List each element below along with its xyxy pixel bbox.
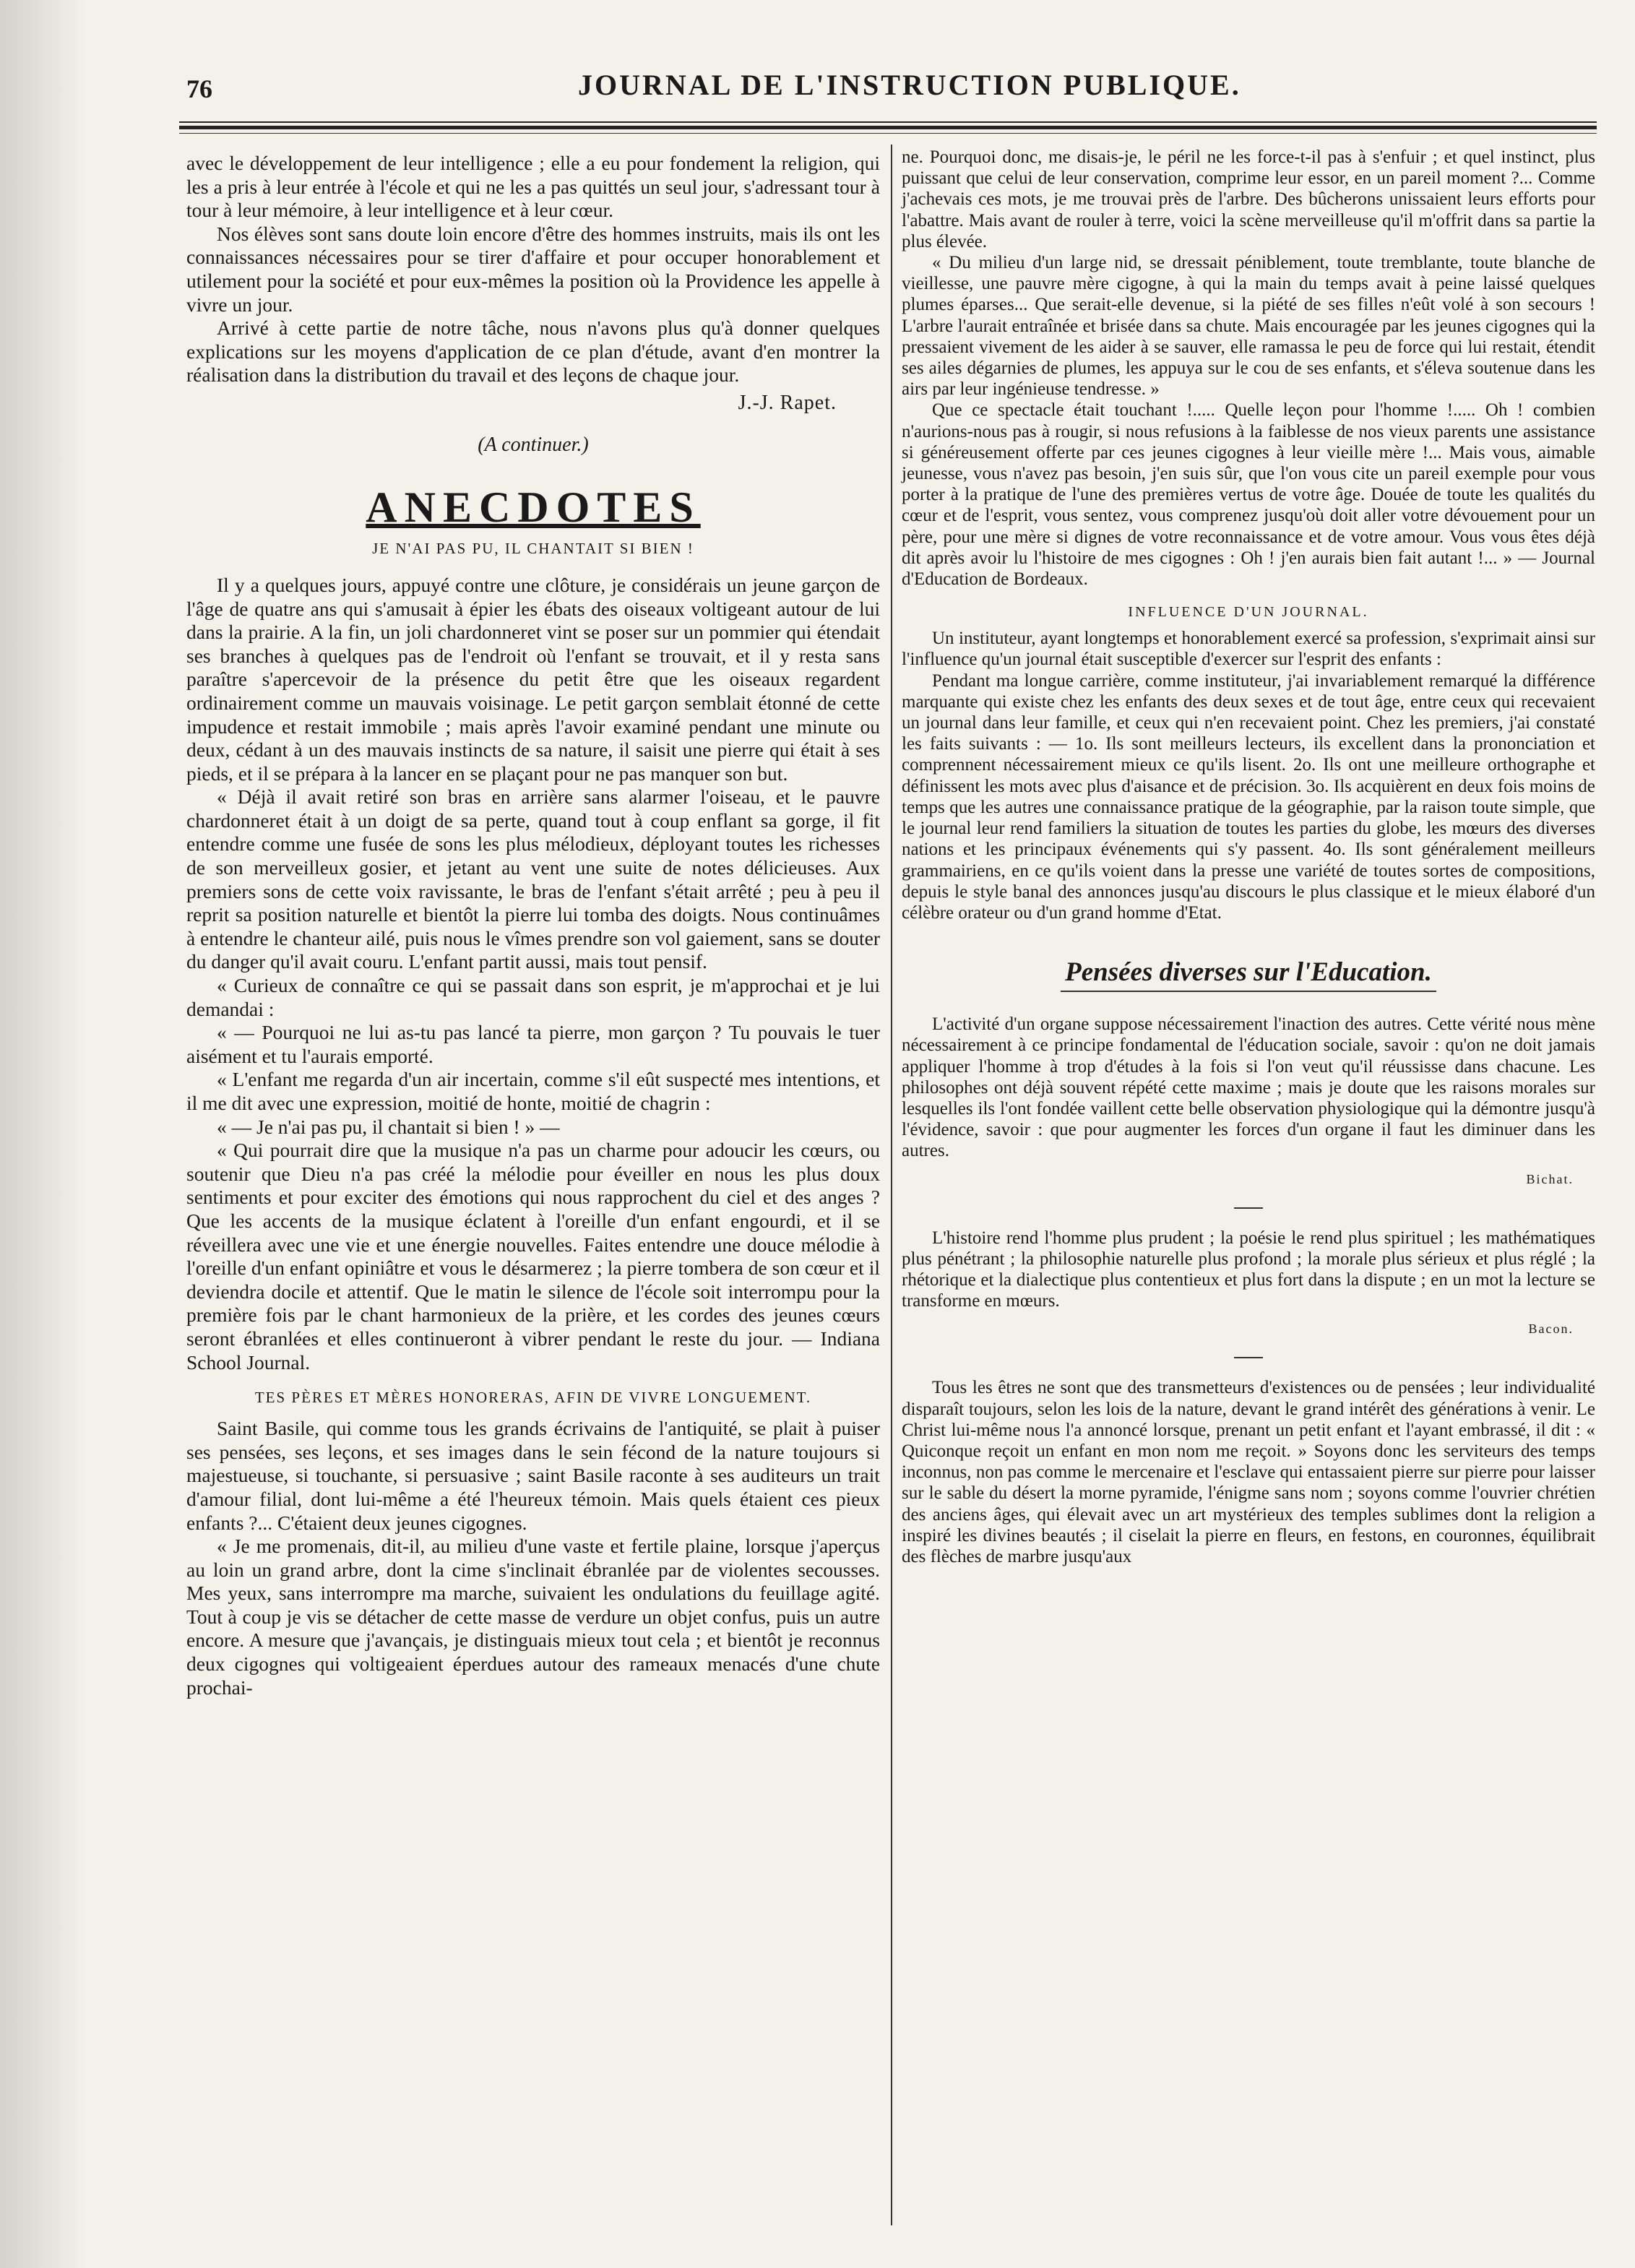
continuation-note: (A continuer.) (478, 433, 589, 456)
paragraph: Pendant ma longue carrière, comme instituteur, j'ai invariablement remarqué la différence marquante qui existe chez les enfants des deux sexes et de tout âge, entre ceux qui recevaient un journal dans leur famille, et ceux qui n'en recevaient point. Chez les premiers, j'ai constaté les faits suivants : — 1o. Ils sont meilleurs lecteurs, ils excellent dans la prononciation et comprennent nécessairement mieux ce qu'ils lisent. 2o. Ils ont une meilleure orthographe et définissent les mots avec plus d'aisance et de précision. 3o. Ils acquièrent en deux fois moins de temps que les autres une connaissance pratique de la géographie, par la raison toute simple, que le journal leur rend familiers la situation de toutes les parties du globe, les mœurs des diverses nations et les principaux événements qui s'y passent. 4o. Ils sont généralement meilleurs grammairiens, en ce qu'ils voient dans la presse une variété de toutes sortes de compositions, depuis le style banal des annonces jusqu'au discours le plus classique et le mieux élaboré d'un célèbre orateur ou d'un grand homme d'Etat. (902, 671, 1595, 923)
separator-dash (1234, 1357, 1263, 1358)
paragraph: Tous les êtres ne sont que des transmetteurs d'existences ou de pensées ; leur individualité disparaît toujours, selon les lois de la nature, devant le grand intérêt des générations à venir. Le Christ lui-même nous l'a annoncé lorsque, prenant un petit enfant et l'ayant embrassé, il dit : « Quiconque reçoit un enfant en mon nom me reçoit. » Soyons donc les serviteurs des temps inconnus, non pas comme le mercenaire et l'esclave qui entassaient pierre sur pierre pour laisser sur le sable du désert la morne pyramide, l'énigme sans nom ; soyons comme l'ouvrier chrétien des anciens âges, qui élevait avec un art mystérieux des temples sublimes dont la religion a inspiré les divines beautés ; il ciselait la pierre en fleurs, en festons, en couronnes, équilibrait des flèches de marbre jusqu'aux (902, 1378, 1595, 1566)
paragraph: L'histoire rend l'homme plus prudent ; la poésie le rend plus spirituel ; les mathématiques plus pénétrant ; la philosophie naturelle plus profond ; la morale plus sérieux et plus réglé ; la rhétorique et la dialectique plus contentieux et plus fort dans la dispute ; en un mot la lecture se transforme en mœurs. (902, 1228, 1595, 1311)
paragraph: Que ce spectacle était touchant !..... Quelle leçon pour l'homme !..... Oh ! combien n'aurions-nous pas à rougir, si nous refusions à la faiblesse de nos vieux parents une assistance si généreusement offerte par ces jeunes cigognes à leur vieille mère !... Mais vous, aimable jeunesse, vous n'avez pas besoin, j'en suis sûr, que l'on vous cite un pareil exemple pour vous porter à la pratique de l'une des premières vertus de votre âge. Douée de toute les qualités du cœur et de l'esprit, vous sentez, vous comprenez jusqu'où doit aller votre dévouement pour un père, pour une mère si dignes de votre reconnaissance et de votre amour. Vous vous êtes déjà dit après avoir lu l'histoire de mes cigognes : Oh ! j'en aurais bien fait autant !... » — Journal d'Education de Bordeaux. (902, 400, 1595, 590)
paragraph: « — Je n'ai pas pu, il chantait si bien ! » — (217, 1115, 560, 1138)
section-heading-anecdotes: ANECDOTES (366, 483, 701, 531)
header-rule-bottom (179, 133, 1597, 134)
paragraph: avec le développement de leur intelligence ; elle a eu pour fondement la religion, qui les a pris à leur entrée à l'école et qui ne les a pas quittés un seul jour, s'adressant tour à tour à leur mémoire, à leur intelligence et à leur cœur. (186, 152, 880, 222)
section-heading-pensees: Pensées diverses sur l'Education. (1061, 957, 1436, 992)
separator-dash (1234, 1207, 1263, 1209)
author-signature: J.-J. Rapet. (738, 391, 837, 414)
page-number: 76 (186, 74, 212, 103)
paragraph: « Curieux de connaître ce qui se passait dans son esprit, je m'approchai et je lui demandai : (186, 974, 880, 1020)
paragraph: « Du milieu d'un large nid, se dressait péniblement, toute tremblante, toute blanche de vieillesse, une pauvre mère cigogne, à qui la main du temps avait à peine laissé quelques plumes éparses... Que serait-elle devenue, si la piété de ses filles n'eût volé à son secours ! L'arbre l'aurait entraînée et brisée dans sa chute. Mais encouragée par les jeunes cigognes qui la pressaient vivement de les aider à se sauver, elle ramassa le peu de force qui lui restait, étendit ses ailes dégarnies de plumes, les appuya sur le cou de ses enfants, et s'éleva soutenue dans les airs par leur ingénieuse tendresse. » (902, 253, 1595, 400)
paragraph: « — Pourquoi ne lui as-tu pas lancé ta pierre, mon garçon ? Tu pouvais le tuer aisément et tu l'aurais emporté. (186, 1021, 880, 1067)
left-column (186, 152, 880, 1699)
paragraph: Nos élèves sont sans doute loin encore d'être des hommes instruits, mais ils ont les connaissances nécessaires pour se tirer d'affaire et pour occuper honorablement et utilement pour la société et pour eux-mêmes la position où la Providence les appelle à vivre un jour. (186, 222, 880, 316)
paragraph: Il y a quelques jours, appuyé contre une clôture, je considérais un jeune garçon de l'âge de quatre ans qui s'amusait à épier les ébats des oiseaux voltigeant autour de lui dans la prairie. A la fin, un joli chardonneret vint se poser sur un pommier qui étendait ses branches à quelques pas de l'endroit où l'enfant se trouvait, et il y resta sans paraître s'apercevoir de la présence du petit être que les oiseaux regardent ordinairement comme un mauvais voisinage. Le petit garçon semblait étonné de cette impudence et restait immobile ; mais après l'avoir examiné pendant une minute ou deux, cédant à un des mauvais instincts de sa nature, il saisit une pierre qui était à ses pieds, et il se prépara à la lancer en se plaçant pour ne pas manquer son but. (186, 573, 880, 785)
paragraph: « Je me promenais, dit-il, au milieu d'une vaste et fertile plaine, lorsque j'aperçus au loin un grand arbre, dont la cime s'inclinait ébranlée par de violentes secousses. Mes yeux, sans interrompre ma marche, suivaient les ondulations du feuillage agité. Tout à coup je vis se détacher de cette masse de verdure un objet confus, puis un autre encore. A mesure que j'avançais, je distinguais mieux tout cela ; et bientôt je reconnus deux cigognes qui voltigeaient éperdues autour des rameaux menacés d'une chute prochai- (186, 1535, 880, 1699)
article-title: INFLUENCE D'UN JOURNAL. (1128, 604, 1369, 621)
quote-attribution: Bacon. (1528, 1321, 1574, 1337)
paragraph: Un instituteur, ayant longtemps et honorablement exercé sa profession, s'exprimait ainsi sur l'influence qu'un journal était susceptible d'exercer sur l'esprit des enfants : (902, 629, 1595, 670)
paragraph: « Déjà il avait retiré son bras en arrière sans alarmer l'oiseau, et le pauvre chardonneret était à un doigt de sa perte, quand tout à coup enflant sa gorge, il fit entendre comme une fusée de sons les plus mélodieux, déployant toutes les richesses de son merveilleux gosier, et jetant au vent une suite de notes délicieuses. Aux premiers sons de cette voix ravissante, le bras de l'enfant s'était arrêté ; peu à peu il reprit sa position naturelle et bientôt la pierre lui tomba des doigts. Nous continuâmes à entendre le chanteur ailé, puis nous le vîmes prendre son vol gaiement, sans se douter du danger qu'il avait couru. L'enfant partit aussi, mais tout pensif. (186, 785, 880, 973)
journal-title: JOURNAL DE L'INSTRUCTION PUBLIQUE. (578, 69, 1241, 101)
scan-edge-shading (0, 0, 87, 2268)
quote-attribution: Bichat. (1526, 1171, 1574, 1186)
paragraph: « Qui pourrait dire que la musique n'a pas un charme pour adoucir les cœurs, ou soutenir que Dieu n'a pas créé la mélodie pour éveiller en nous les plus doux sentiments et pour exciter des émotions qui nous rapprochent du ciel et des anges ? Que les accents de la musique éclatent à l'oreille d'un enfant engourdi, et il se réveillera avec une vie et une énergie nouvelles. Faites entendre une douce mélodie à l'oreille d'un enfant opiniâtre et vous le désarmerez ; la pierre tombera de son cœur et il deviendra docile et attentif. Que le matin le silence de l'école soit interrompu pour la première fois par le chant harmonieux de la prière, et les cordes des jeunes cœurs seront ébranlées et elles continueront à vibrer pendant le reste du jour. — Indiana School Journal. (186, 1139, 880, 1374)
anecdote-title: TES PÈRES ET MÈRES HONORERAS, AFIN DE VIVRE LONGUEMENT. (254, 1389, 812, 1407)
paragraph: « L'enfant me regarda d'un air incertain, comme s'il eût suspecté mes intentions, et il me dit avec une expression, moitié de honte, moitié de chagrin : (186, 1068, 880, 1114)
paragraph: ne. Pourquoi donc, me disais-je, le péril ne les force-t-il pas à s'enfuir ; et quel instinct, plus puissant que celui de leur conservation, comprime leur essor, en un pareil moment ?... Comme j'achevais ces mots, je me trouvai près de l'arbre. Des bûcherons unissaient leurs efforts pour l'abattre. Mais avant de rouler à terre, voici la scène merveilleuse qu'il m'offrit dans sa partie la plus élevée. (902, 147, 1595, 251)
header-rule-top (179, 121, 1597, 123)
right-column (902, 147, 1595, 1567)
anecdote-title: JE N'AI PAS PU, IL CHANTAIT SI BIEN ! (372, 539, 694, 557)
header-rule-thick (179, 126, 1597, 129)
paragraph: L'activité d'un organe suppose nécessairement l'inaction des autres. Cette vérité nous mène nécessairement à ce principe fondamental de l'éducation sociale, savoir : qu'on ne doit jamais appliquer l'homme à trop d'études à la fois si l'on veut qu'il réussisse dans chacune. Les philosophes ont déjà souvent répété cette maxime ; mais je doute que les raisons morales sur lesquelles ils l'ont fondée vaillent cette belle observation physiologique qui la démontre jusqu'à l'évidence, savoir : que pour augmenter les forces d'un organe il faut les diminuer dans les autres. (902, 1014, 1595, 1161)
paragraph: Arrivé à cette partie de notre tâche, nous n'avons plus qu'à donner quelques explications sur les moyens d'application de ce plan d'étude, avant d'en montrer la réalisation dans la distribution du travail et des leçons de chaque jour. (186, 316, 880, 387)
column-divider (891, 145, 892, 2225)
paragraph: Saint Basile, qui comme tous les grands écrivains de l'antiquité, se plait à puiser ses pensées, ses leçons, et ses images dans le sein fécond de la nature toujours si majestueuse, si touchante, si persuasive ; saint Basile raconte à ses auditeurs un trait d'amour filial, dont lui-même a été l'heureux témoin. Mais quels étaient ces pieux enfants ?... C'étaient deux jeunes cigognes. (186, 1417, 880, 1534)
